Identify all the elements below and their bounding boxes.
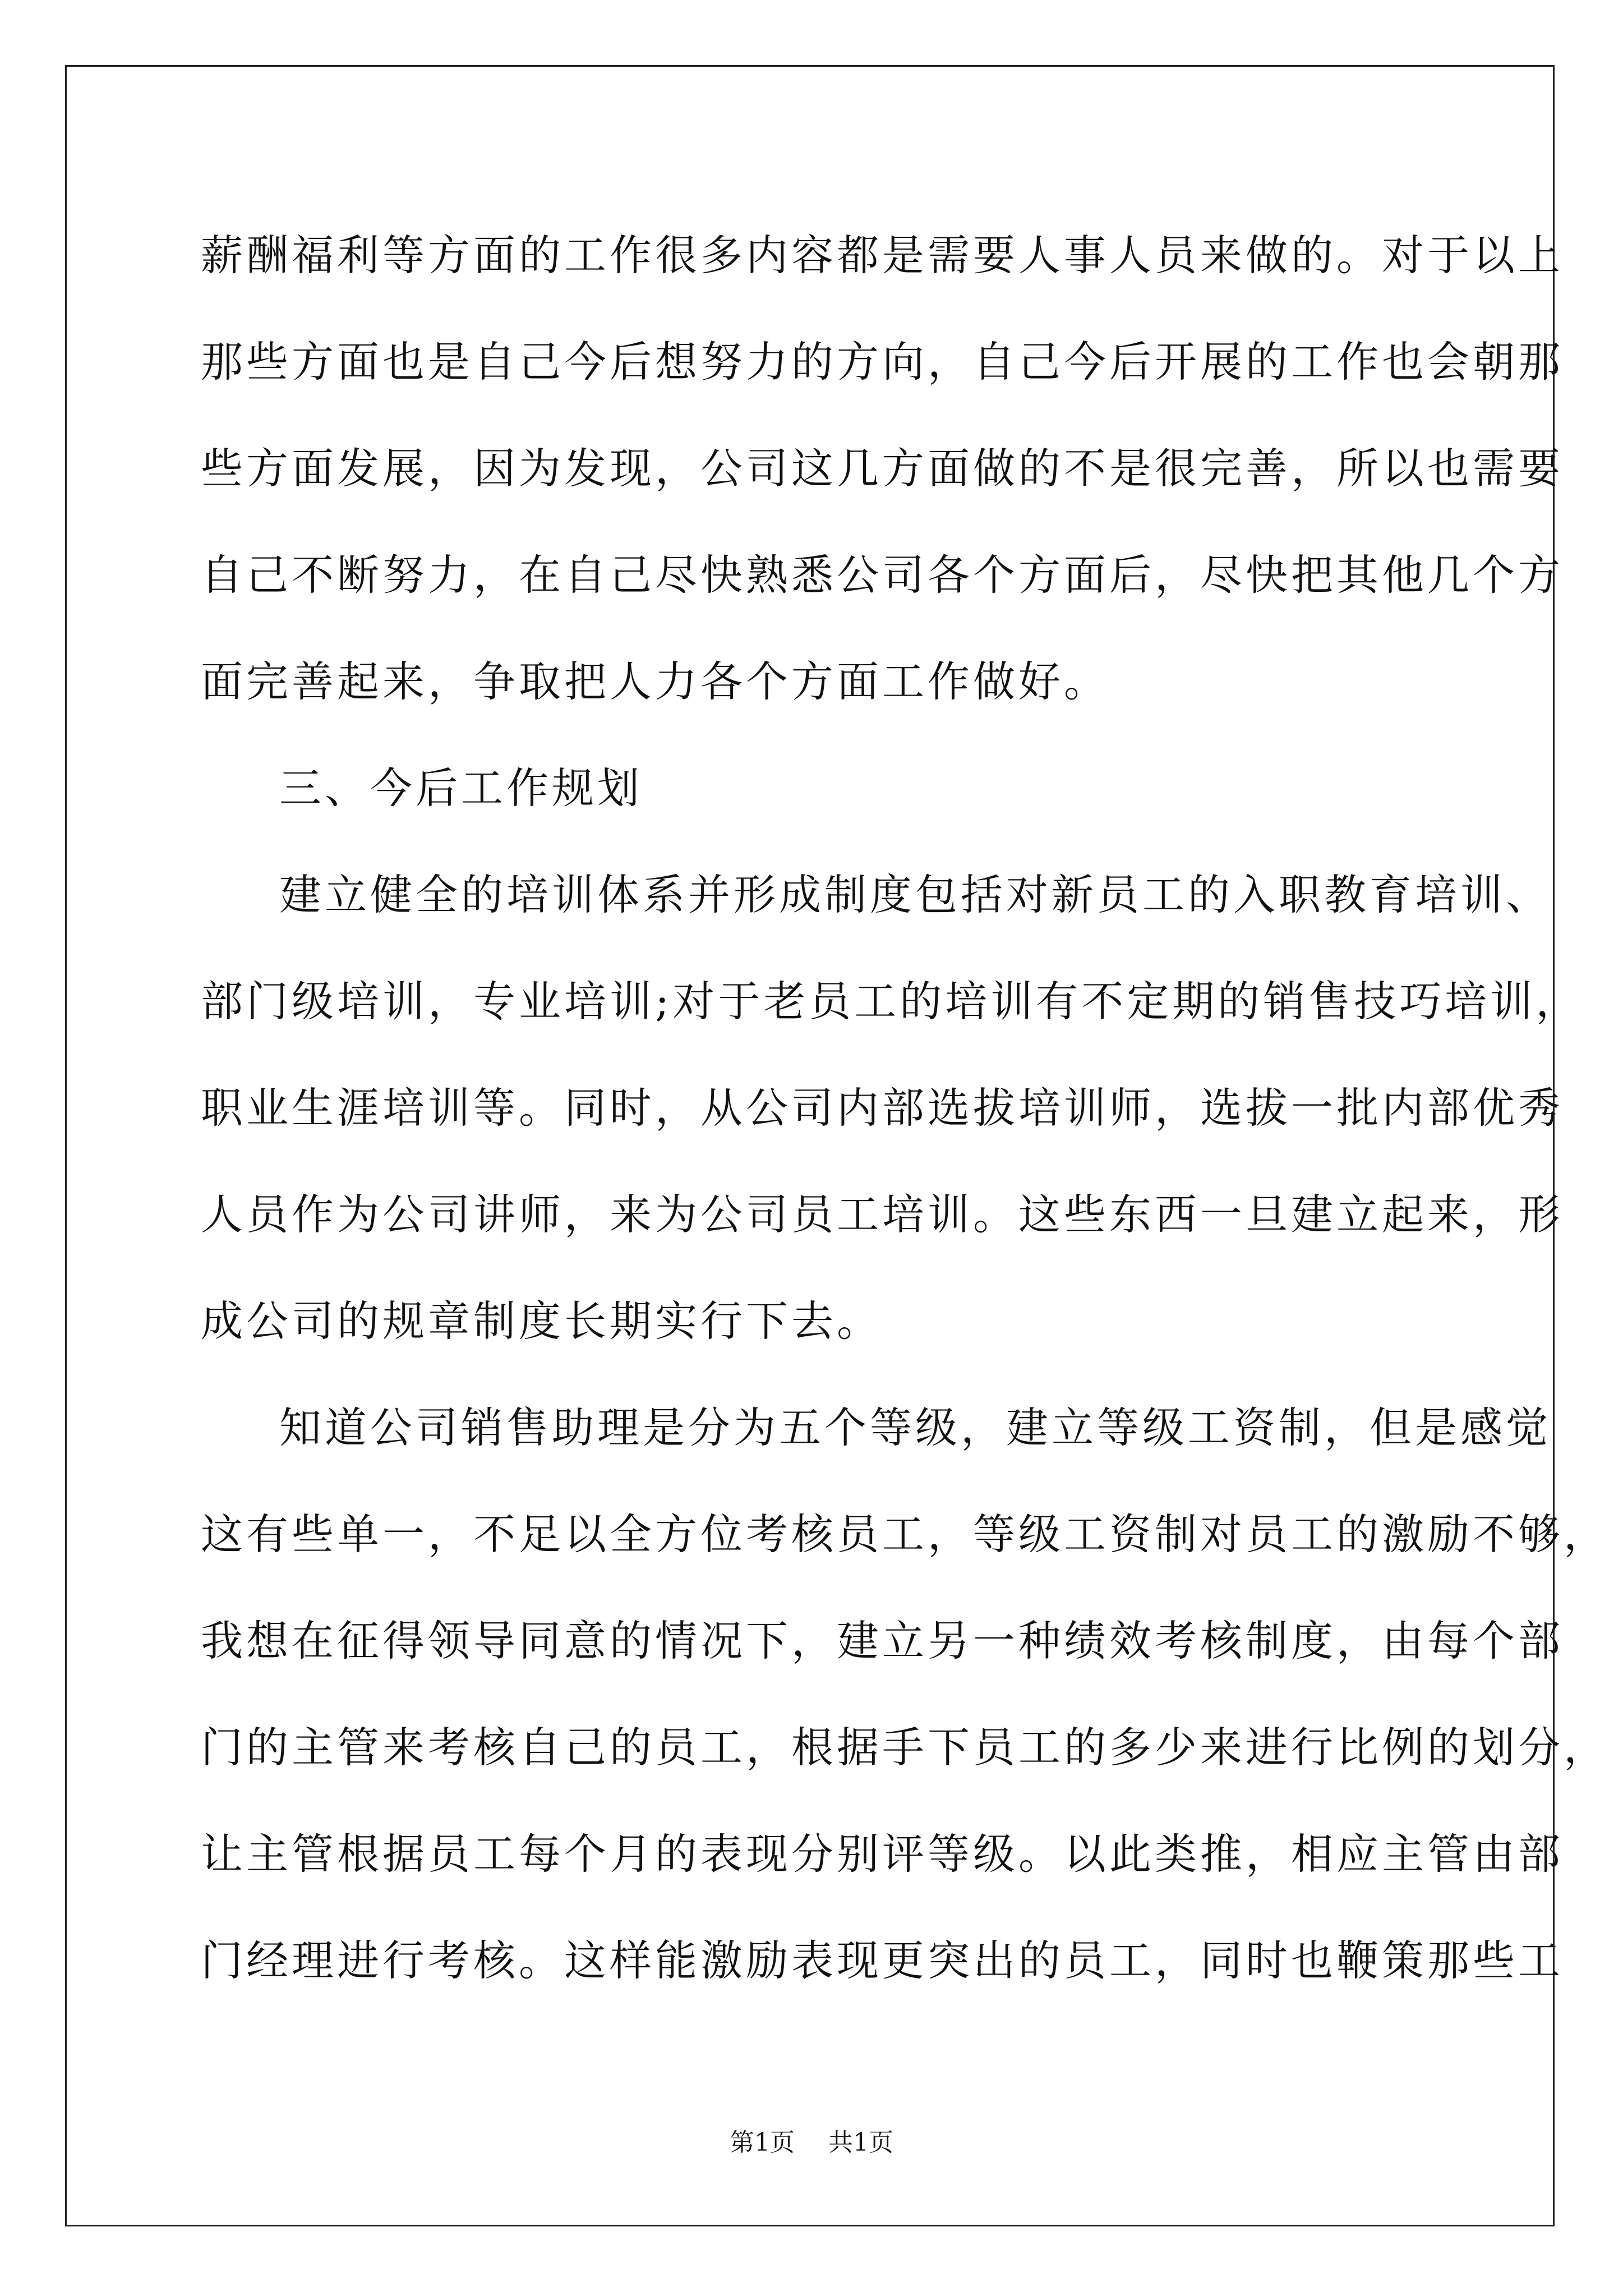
text-line: 部门级培训，专业培训;对于老员工的培训有不定期的销售技巧培训，: [201, 977, 1581, 1026]
page-total: 共1页: [828, 2128, 893, 2157]
text-line: 知道公司销售助理是分为五个等级，建立等级工资制，但是感觉: [279, 1403, 1552, 1452]
text-line: 建立健全的培训体系并形成制度包括对新员工的入职教育培训、: [279, 870, 1552, 919]
text-line: 自己不断努力，在自己尽快熟悉公司各个方面后，尽快把其他几个方: [201, 550, 1564, 600]
text-line: 成公司的规章制度长期实行下去。: [201, 1296, 883, 1346]
text-line: 面完善起来，争取把人力各个方面工作做好。: [201, 657, 1110, 706]
text-line: 门经理进行考核。这样能激励表现更突出的员工，同时也鞭策那些工: [201, 1936, 1564, 1985]
text-line: 门的主管来考核自己的员工，根据手下员工的多少来进行比例的划分，: [201, 1723, 1610, 1772]
text-line: 薪酬福利等方面的工作很多内容都是需要人事人员来做的。对于以上: [201, 231, 1564, 280]
page-number: 第1页: [730, 2128, 795, 2157]
text-line: 让主管根据员工每个月的表现分别评等级。以此类推，相应主管由部: [201, 1829, 1564, 1879]
text-line: 这有些单一，不足以全方位考核员工，等级工资制对员工的激励不够，: [201, 1510, 1610, 1559]
page-footer: [0, 2126, 1623, 2160]
text-line: 些方面发展，因为发现，公司这几方面做的不是很完善，所以也需要: [201, 444, 1564, 493]
text-line: 职业生涯培训等。同时，从公司内部选拔培训师，选拔一批内部优秀: [201, 1083, 1564, 1133]
document-body: [201, 202, 1610, 2014]
text-line: 那些方面也是自己今后想努力的方向，自己今后开展的工作也会朝那: [201, 337, 1564, 386]
text-line: 我想在征得领导同意的情况下，建立另一种绩效考核制度，由每个部: [201, 1616, 1564, 1665]
text-line: 人员作为公司讲师，来为公司员工培训。这些东西一旦建立起来，形: [201, 1190, 1564, 1239]
section-heading: 三、今后工作规划: [279, 763, 643, 813]
